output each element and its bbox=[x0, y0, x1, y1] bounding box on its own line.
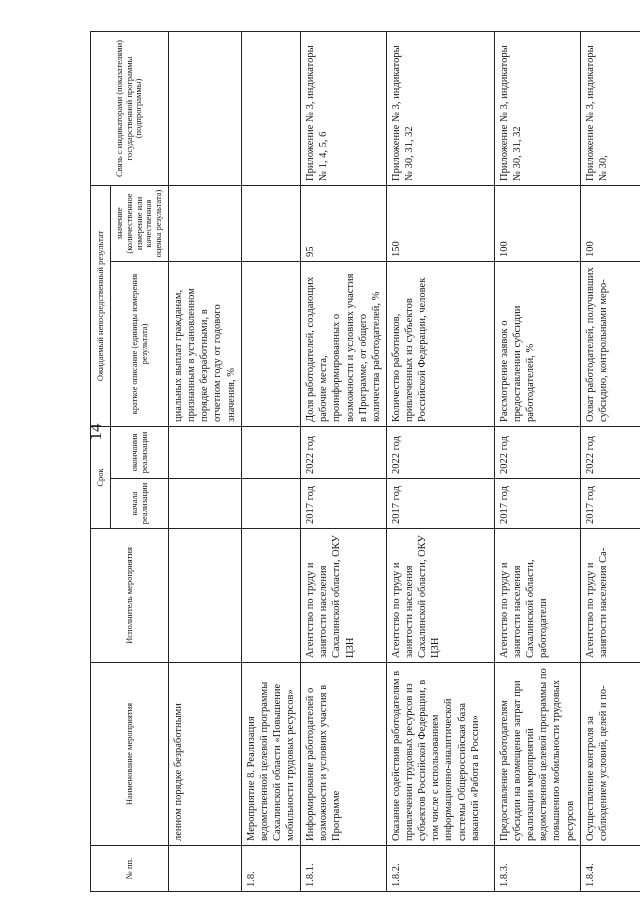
row-start: 2017 год bbox=[301, 479, 387, 529]
table-row bbox=[580, 32, 640, 892]
row-value: 100 bbox=[580, 186, 640, 262]
row-desc: Рассмотрение заявок о предоставлении субсидии работодателей, % bbox=[494, 262, 580, 427]
header-result: Ожидаемый непосредственный результат bbox=[91, 186, 111, 427]
row-value bbox=[241, 186, 301, 262]
row-executor: Агентство по труду и занятости населения Сахалинской области, ОКУ ЦЗН bbox=[386, 529, 494, 663]
row-desc: Количество работников, привлеченных из субъектов Российской Федерации, человек bbox=[386, 262, 494, 427]
row-name: Оказание содействия работодателям в привлечении трудовых ресурсов из субъектов Российской Федерации, в том числе с использованием информационно-аналитической системы Общероссийская база вакансий «Работа в России» bbox=[386, 663, 494, 846]
row-end: 2022 год bbox=[580, 427, 640, 479]
table-row bbox=[241, 32, 301, 892]
header-executor: Исполнитель мероприятия bbox=[91, 529, 169, 663]
rotated-table-container bbox=[90, 32, 640, 892]
row-name: Мероприятие 8. Реализация ведомственной целевой программы Сахалинской области «Повышение мобильности трудовых ресурсов» bbox=[241, 663, 301, 846]
row-link: Приложение № 3, индикаторы № 30, bbox=[580, 32, 640, 186]
row-link: Приложение № 3, индикаторы № 30, 31, 32 bbox=[494, 32, 580, 186]
row-num: 1.8.3. bbox=[494, 846, 580, 892]
row-start bbox=[169, 479, 242, 529]
row-start: 2017 год bbox=[494, 479, 580, 529]
row-end bbox=[241, 427, 301, 479]
row-name: Информирование работодателей о возможности и условиях участия в Программе bbox=[301, 663, 387, 846]
header-term: Срок bbox=[91, 427, 111, 529]
row-link: Приложение № 3, индикаторы № 30, 31, 32 bbox=[386, 32, 494, 186]
row-num: 1.8. bbox=[241, 846, 301, 892]
row-value bbox=[169, 186, 242, 262]
row-link bbox=[241, 32, 301, 186]
row-name: Предоставление работодателям субсидии на возмещение затрат при реализации мероприятий ведомственной целевой программы по повышению мобильности трудовых ресурсов bbox=[494, 663, 580, 846]
row-start bbox=[241, 479, 301, 529]
row-name: ленном порядке безработными bbox=[169, 663, 242, 846]
table-row bbox=[169, 32, 242, 892]
row-start: 2017 год bbox=[580, 479, 640, 529]
row-num: 1.8.1. bbox=[301, 846, 387, 892]
row-desc bbox=[241, 262, 301, 427]
measures-table bbox=[90, 31, 640, 892]
row-value: 150 bbox=[386, 186, 494, 262]
row-executor: Агентство по труду и занятости населения Сахалинской области, ОКУ ЦЗН bbox=[301, 529, 387, 663]
header-num: № пп. bbox=[91, 846, 169, 892]
row-end: 2022 год bbox=[301, 427, 387, 479]
row-end: 2022 год bbox=[494, 427, 580, 479]
header-term-start: начала реализации bbox=[111, 479, 169, 529]
row-executor bbox=[169, 529, 242, 663]
header-result-value: значение (количественное измерение или качественная оценка результата) bbox=[111, 186, 169, 262]
row-link bbox=[169, 32, 242, 186]
row-desc: циальных выплат гражданам, признанным в установленном порядке безработными, в отчетном году от годового значения, % bbox=[169, 262, 242, 427]
row-desc: Охват работодателей, получивших субсидию, контрольными меро- bbox=[580, 262, 640, 427]
row-num: 1.8.2. bbox=[386, 846, 494, 892]
row-executor: Агентство по труду и занятости населения Са- bbox=[580, 529, 640, 663]
table-row bbox=[494, 32, 580, 892]
row-executor bbox=[241, 529, 301, 663]
row-desc: Доля работодателей, создающих рабочие места, проинформированных о возможности и условиях участия в Программе, от общего количества работодателей, % bbox=[301, 262, 387, 427]
header-name: Наименование мероприятия bbox=[91, 663, 169, 846]
row-num bbox=[169, 846, 242, 892]
row-start: 2017 год bbox=[386, 479, 494, 529]
row-value: 95 bbox=[301, 186, 387, 262]
row-end: 2022 год bbox=[386, 427, 494, 479]
row-name: Осуществление контроля за соблюдением условий, целей и по- bbox=[580, 663, 640, 846]
header-link: Связь с индикаторами (показателями) государственной программы (подпрограммы) bbox=[91, 32, 169, 186]
header-result-desc: краткое описание (единицы измерения результата) bbox=[111, 262, 169, 427]
row-num: 1.8.4. bbox=[580, 846, 640, 892]
table-row bbox=[301, 32, 387, 892]
row-value: 100 bbox=[494, 186, 580, 262]
row-link: Приложение № 3, индикаторы № 1, 4, 5, 6 bbox=[301, 32, 387, 186]
header-term-end: окончания реализации bbox=[111, 427, 169, 479]
page-number: 14 bbox=[86, 423, 105, 441]
row-end bbox=[169, 427, 242, 479]
table-row bbox=[386, 32, 494, 892]
row-executor: Агентство по труду и занятости населения Сахалинской области, работодатели bbox=[494, 529, 580, 663]
